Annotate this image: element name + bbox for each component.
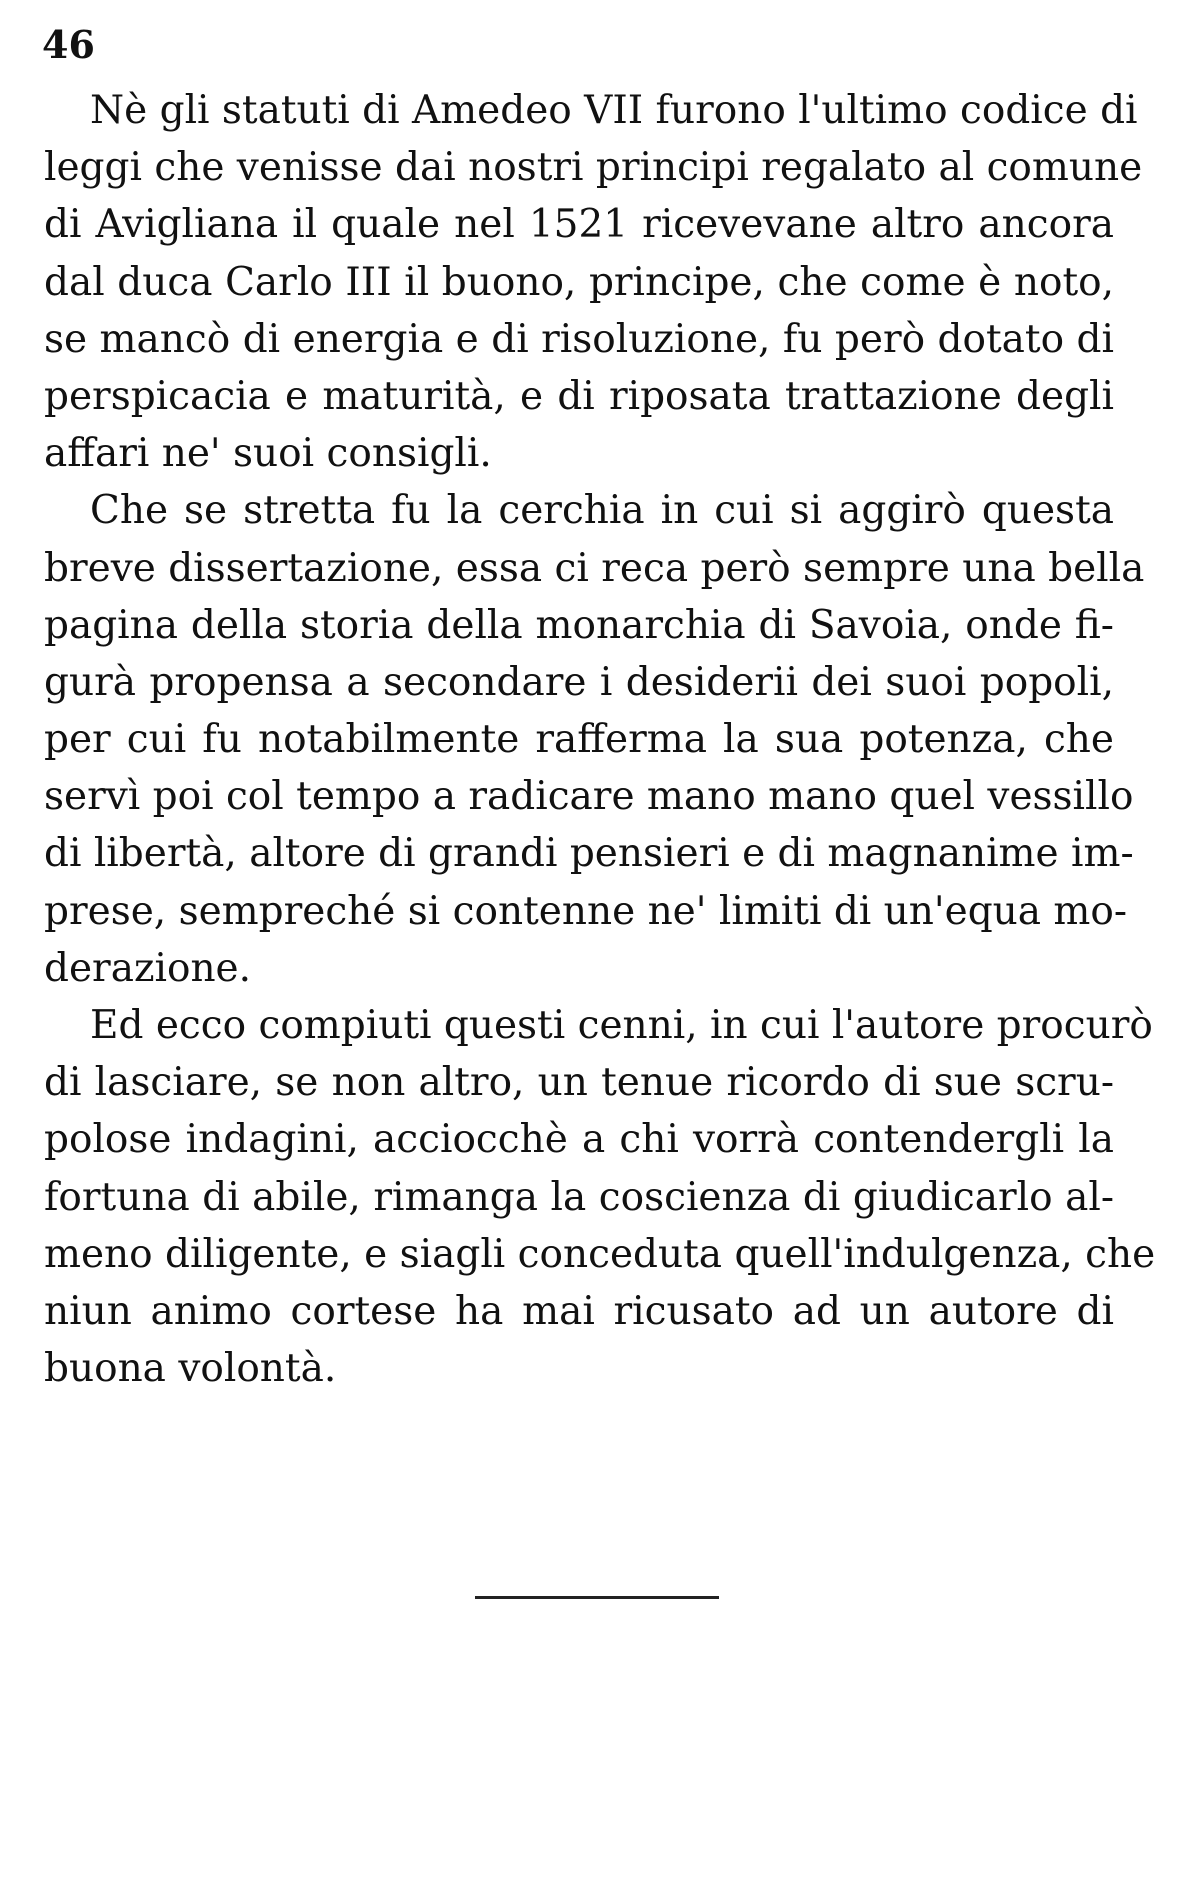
text-line: perspicacia e maturità, e di riposata trattazione degli xyxy=(44,373,1114,419)
text-line: prese, sempreché si contenne ne' limiti di un'equa mo- xyxy=(44,888,1128,934)
text-line: meno diligente, e siagli conceduta quell'indulgenza, che xyxy=(44,1231,1156,1277)
text-line: fortuna di abile, rimanga la coscienza di giudicarlo al- xyxy=(44,1174,1114,1220)
text-line: affari ne' suoi consigli. xyxy=(44,431,492,477)
text-line: dal duca Carlo III il buono, principe, che come è noto, xyxy=(44,259,1114,305)
text-line: Che se stretta fu la cerchia in cui si aggirò questa xyxy=(90,488,1114,534)
text-line: buona volontà. xyxy=(44,1346,337,1392)
page-number: 46 xyxy=(42,22,95,67)
end-rule xyxy=(475,1596,719,1599)
text-line: se mancò di energia e di risoluzione, fu però dotato di xyxy=(44,316,1114,362)
text-line: per cui fu notabilmente rafferma la sua potenza, che xyxy=(44,717,1114,763)
text-line: niun animo cortese ha mai ricusato ad un autore di xyxy=(44,1288,1114,1334)
text-line: breve dissertazione, essa ci reca però sempre una bella xyxy=(44,545,1145,591)
text-line: Ed ecco compiuti questi cenni, in cui l'autore procurò xyxy=(90,1003,1153,1048)
text-line: leggi che venisse dai nostri principi regalato al comune xyxy=(44,145,1143,191)
text-line: di lasciare, se non altro, un tenue ricordo di sue scru- xyxy=(44,1060,1114,1106)
text-line: gurà propensa a secondare i desiderii dei suoi popoli, xyxy=(44,659,1114,705)
text-line: servì poi col tempo a radicare mano mano quel vessillo xyxy=(44,774,1134,820)
text-line: derazione. xyxy=(44,945,252,991)
text-line: di libertà, altore di grandi pensieri e di magnanime im- xyxy=(44,831,1134,877)
text-line: Nè gli statuti di Amedeo VII furono l'ultimo codice di xyxy=(90,88,1138,133)
text-line: pagina della storia della monarchia di Savoia, onde fi- xyxy=(44,602,1114,648)
text-line: polose indagini, acciocchè a chi vorrà contendergli la xyxy=(44,1117,1114,1163)
body-text xyxy=(44,82,1156,1397)
text-line: di Avigliana il quale nel 1521 ricevevane altro ancora xyxy=(44,202,1114,248)
